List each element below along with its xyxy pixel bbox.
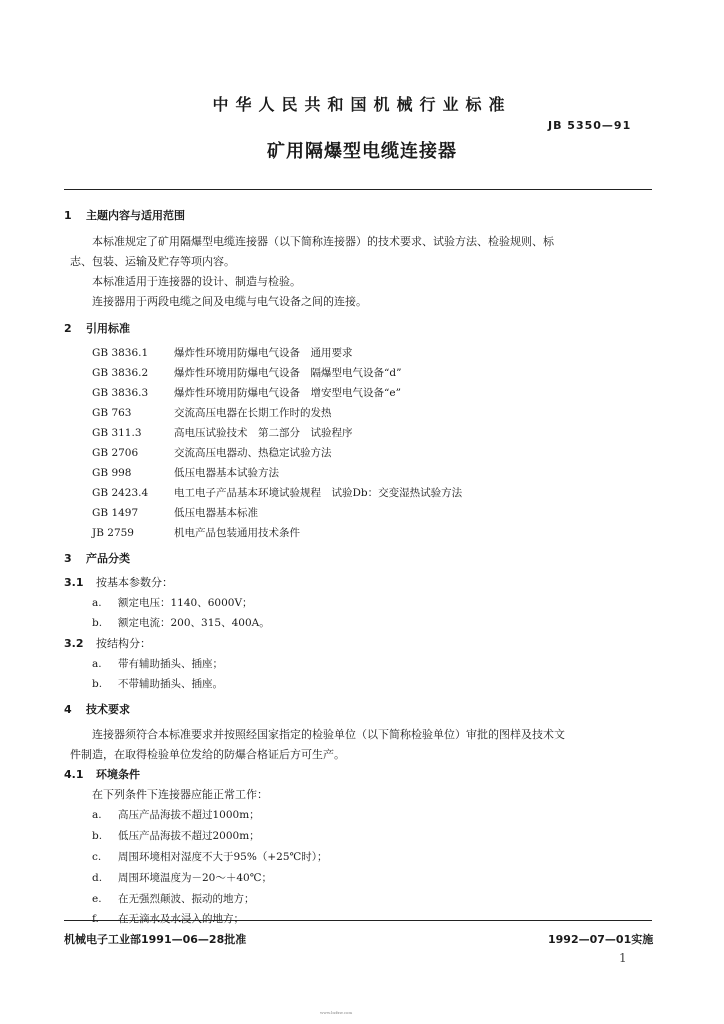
subsection-4-1-heading — [64, 766, 140, 782]
reference-code: GB 2706 — [92, 447, 139, 459]
list-item — [92, 676, 223, 691]
list-marker: a. — [92, 658, 102, 670]
list-item — [92, 595, 253, 610]
list-text: 低压产品海拔不超过2000m； — [118, 830, 260, 842]
section-4-heading — [64, 701, 130, 717]
reference-code: GB 3836.3 — [92, 387, 149, 399]
list-marker: f. — [92, 913, 99, 925]
reference-item — [92, 485, 462, 500]
reference-code: GB 1497 — [92, 507, 139, 519]
reference-item — [92, 405, 332, 420]
approval-date: 机械电子工业部1991—06—28批准 — [64, 933, 247, 946]
list-text: 额定电流：200、315、400A。 — [118, 617, 270, 629]
reference-title: 爆炸性环境用防爆电气设备 通用要求 — [174, 347, 353, 359]
subsection-text: 按结构分： — [96, 637, 151, 650]
list-item — [92, 615, 270, 630]
list-marker: c. — [92, 851, 102, 863]
reference-item — [92, 425, 353, 440]
reference-code: GB 3836.2 — [92, 367, 149, 379]
list-item — [92, 911, 244, 926]
standard-number: JB 5350—91 — [548, 119, 632, 132]
section-1-heading — [64, 207, 185, 223]
paragraph: 连接器须符合本标准要求并按照经国家指定的检验单位（以下简称检验单位）审批的图样及技术文 — [92, 728, 565, 741]
reference-title: 电工电子产品基本环境试验规程 试验Db：交变湿热试验方法 — [174, 487, 463, 499]
list-marker: a. — [92, 809, 102, 821]
header-rule — [64, 189, 652, 190]
section-title: 引用标准 — [86, 322, 130, 335]
list-text: 额定电压：1140、6000V； — [118, 597, 253, 609]
subsection-3-1 — [64, 574, 173, 590]
section-number: 4 — [64, 703, 72, 716]
page-number: 1 — [619, 951, 627, 965]
list-item — [92, 891, 255, 906]
reference-title: 低压电器基本标准 — [174, 507, 258, 519]
list-text: 不带辅助插头、插座。 — [118, 678, 223, 690]
section-number: 1 — [64, 209, 72, 222]
list-marker: b. — [92, 617, 103, 629]
reference-title: 交流高压电器动、热稳定试验方法 — [174, 447, 332, 459]
reference-code: JB 2759 — [92, 527, 134, 539]
list-text: 在无强烈颠波、振动的地方； — [118, 893, 255, 905]
subsection-number: 3.1 — [64, 576, 84, 589]
reference-code: GB 311.3 — [92, 427, 142, 439]
section-title: 技术要求 — [86, 703, 130, 716]
list-text: 高压产品海拔不超过1000m； — [118, 809, 260, 821]
reference-code: GB 998 — [92, 467, 132, 479]
subsection-3-2 — [64, 635, 151, 651]
watermark: www.bzfxw.com — [320, 1010, 353, 1015]
list-text: 周围环境相对湿度不大于95%（+25℃时）； — [118, 851, 328, 863]
paragraph: 在下列条件下连接器应能正常工作： — [92, 788, 268, 801]
section-3-heading — [64, 550, 130, 566]
document-title: 矿用隔爆型电缆连接器 — [267, 141, 457, 162]
paragraph: 连接器用于两段电缆之间及电缆与电气设备之间的连接。 — [92, 295, 367, 308]
reference-item — [92, 465, 279, 480]
list-marker: b. — [92, 830, 103, 842]
paragraph: 本标准适用于连接器的设计、制造与检验。 — [92, 275, 301, 288]
reference-item — [92, 445, 332, 460]
reference-code: GB 3836.1 — [92, 347, 149, 359]
section-title: 主题内容与适用范围 — [86, 209, 185, 222]
subsection-title: 环境条件 — [96, 768, 140, 781]
list-item — [92, 807, 260, 822]
list-item — [92, 849, 328, 864]
reference-title: 低压电器基本试验方法 — [174, 467, 279, 479]
list-text: 带有辅助插头、插座； — [118, 658, 223, 670]
section-2-heading — [64, 320, 130, 336]
reference-item — [92, 385, 401, 400]
issuing-organization: 中华人民共和国机械行业标准 — [212, 95, 512, 114]
list-item — [92, 656, 223, 671]
reference-code: GB 2423.4 — [92, 487, 149, 499]
subsection-number: 3.2 — [64, 637, 84, 650]
reference-title: 爆炸性环境用防爆电气设备 增安型电气设备“e” — [174, 387, 401, 399]
reference-title: 高电压试验技术 第二部分 试验程序 — [174, 427, 353, 439]
paragraph: 本标准规定了矿用隔爆型电缆连接器（以下简称连接器）的技术要求、试验方法、检验规则、标 — [92, 235, 554, 248]
effective-date: 1992—07—01实施 — [548, 933, 654, 946]
section-number: 2 — [64, 322, 72, 335]
list-text: 在无滴水及水浸入的地方； — [118, 913, 244, 925]
list-marker: a. — [92, 597, 102, 609]
list-text: 周围环境温度为－20～＋40℃； — [118, 872, 272, 884]
list-item — [92, 870, 272, 885]
list-marker: b. — [92, 678, 103, 690]
paragraph: 件制造，在取得检验单位发给的防爆合格证后方可生产。 — [70, 748, 345, 761]
subsection-number: 4.1 — [64, 768, 84, 781]
list-marker: d. — [92, 872, 103, 884]
section-number: 3 — [64, 552, 72, 565]
list-item — [92, 828, 260, 843]
reference-item — [92, 345, 353, 360]
reference-title: 爆炸性环境用防爆电气设备 隔爆型电气设备“d” — [174, 367, 402, 379]
paragraph: 志、包装、运输及贮存等项内容。 — [70, 255, 235, 268]
reference-title: 交流高压电器在长期工作时的发热 — [174, 407, 332, 419]
footer-rule — [64, 920, 652, 921]
subsection-text: 按基本参数分： — [96, 576, 173, 589]
reference-item — [92, 525, 300, 540]
section-title: 产品分类 — [86, 552, 130, 565]
reference-title: 机电产品包装通用技术条件 — [174, 527, 300, 539]
reference-code: GB 763 — [92, 407, 132, 419]
reference-item — [92, 505, 258, 520]
reference-item — [92, 365, 401, 380]
list-marker: e. — [92, 893, 102, 905]
